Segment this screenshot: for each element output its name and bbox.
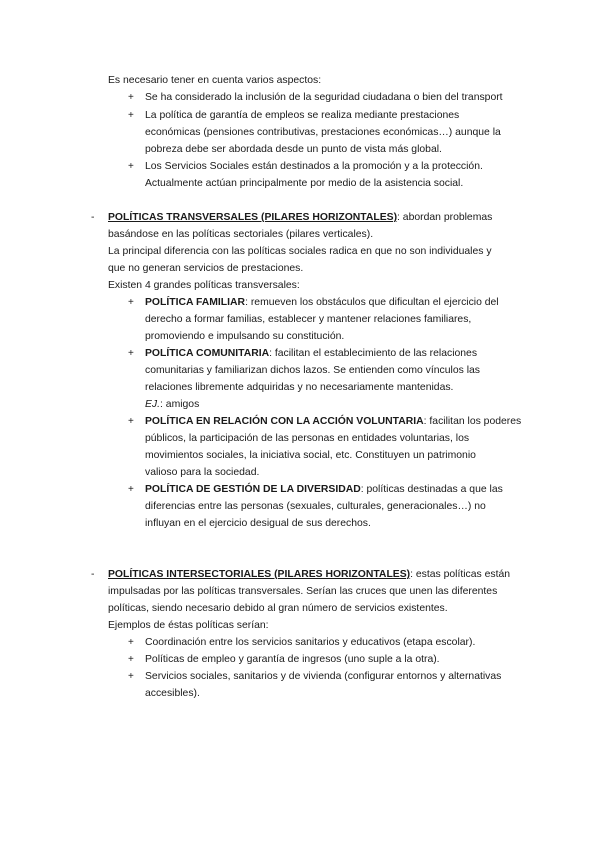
intro-item-3-line-1: Los Servicios Sociales están destinados a la promoción y a la protección. bbox=[145, 161, 483, 172]
section2-heading bbox=[108, 566, 510, 583]
familiar-line-3: promoviendo e impulsando su constitución. bbox=[145, 331, 345, 342]
comunitaria-line-3: relaciones libremente adquiridas y no necesariamente mantenidas. bbox=[145, 382, 454, 393]
section2-item-1: Coordinación entre los servicios sanitarios y educativos (etapa escolar). bbox=[145, 637, 476, 648]
section2-line-3: Ejemplos de éstas políticas serían: bbox=[108, 620, 269, 631]
section1-heading bbox=[108, 209, 492, 226]
section2-line-2: políticas, siendo necesario debido al gran número de servicios existentes. bbox=[108, 603, 448, 614]
intro-item-2-line-1: La política de garantía de empleos se realiza mediante prestaciones bbox=[145, 110, 460, 121]
intro-item-2-line-2: económicas (pensiones contributivas, prestaciones económicas…) aunque la bbox=[145, 127, 501, 138]
dash-icon: - bbox=[91, 569, 95, 580]
dash-icon: - bbox=[91, 212, 95, 223]
diversidad-line-3: influyan en el ejercicio desigual de sus derechos. bbox=[145, 518, 371, 529]
section1-heading-rest: : abordan problemas bbox=[397, 212, 493, 223]
voluntaria-line-2: públicos, la participación de las personas en entidades voluntarias, los bbox=[145, 433, 470, 444]
voluntaria-line-1 bbox=[145, 413, 521, 430]
intro-item-2-line-3: pobreza debe ser abordada desde un punto de vista más global. bbox=[145, 144, 442, 155]
bullet-icon: + bbox=[128, 110, 134, 121]
comunitaria-example bbox=[145, 396, 199, 413]
section2-item-3-line-2: accesibles). bbox=[145, 688, 200, 699]
familiar-title: POLÍTICA FAMILIAR bbox=[145, 297, 246, 308]
section1-heading-title: POLÍTICAS TRANSVERSALES (PILARES HORIZONTALES) bbox=[108, 212, 398, 223]
bullet-icon: + bbox=[128, 671, 134, 682]
bullet-icon: + bbox=[128, 654, 134, 665]
comunitaria-text: : facilitan el establecimiento de las relaciones bbox=[269, 348, 478, 359]
section1-line-1: basándose en las políticas sectoriales (pilares verticales). bbox=[108, 229, 374, 240]
voluntaria-line-3: movimientos sociales, la iniciativa social, etc. Constituyen un patrimonio bbox=[145, 450, 476, 461]
bullet-icon: + bbox=[128, 637, 134, 648]
section2-heading-title: POLÍTICAS INTERSECTORIALES (PILARES HORIZONTALES) bbox=[108, 569, 411, 580]
bullet-icon: + bbox=[128, 484, 134, 495]
intro-item-3-line-2: Actualmente actúan principalmente por medio de la asistencia social. bbox=[145, 178, 464, 189]
section2-line-1: impulsadas por las políticas transversales. Serían las cruces que unen las diferentes bbox=[108, 586, 498, 597]
comunitaria-title: POLÍTICA COMUNITARIA bbox=[145, 348, 270, 359]
section2-item-3-line-1: Servicios sociales, sanitarios y de vivienda (configurar entornos y alternativas bbox=[145, 671, 502, 682]
voluntaria-title: POLÍTICA EN RELACIÓN CON LA ACCIÓN VOLUNTARIA bbox=[145, 416, 424, 427]
section2-heading-rest: : estas políticas están bbox=[410, 569, 511, 580]
comunitaria-line-1 bbox=[145, 345, 477, 362]
bullet-icon: + bbox=[128, 161, 134, 172]
bullet-icon: + bbox=[128, 297, 134, 308]
example-text: : amigos bbox=[160, 399, 200, 410]
familiar-line-2: derecho a formar familias, establecer y mantener relaciones familiares, bbox=[145, 314, 472, 325]
familiar-line-1 bbox=[145, 294, 499, 311]
comunitaria-line-2: comunitarias y familiarizan dichos lazos. Se entienden como vínculos las bbox=[145, 365, 480, 376]
diversidad-line-2: diferencias entre las personas (sexuales, culturales, generacionales…) no bbox=[145, 501, 486, 512]
familiar-text: : remueven los obstáculos que dificultan el ejercicio del bbox=[245, 297, 499, 308]
intro-item-1-line-1: Se ha considerado la inclusión de la seguridad ciudadana o bien del transport bbox=[145, 92, 503, 103]
diversidad-title: POLÍTICA DE GESTIÓN DE LA DIVERSIDAD bbox=[145, 484, 361, 495]
diversidad-text: : políticas destinadas a que las bbox=[360, 484, 503, 495]
bullet-icon: + bbox=[128, 348, 134, 359]
intro-lead: Es necesario tener en cuenta varios aspectos: bbox=[108, 75, 322, 86]
section1-line-4: Existen 4 grandes políticas transversales: bbox=[108, 280, 300, 291]
bullet-icon: + bbox=[128, 416, 134, 427]
voluntaria-line-4: valioso para la sociedad. bbox=[145, 467, 260, 478]
bullet-icon: + bbox=[128, 92, 134, 103]
example-label: EJ. bbox=[145, 399, 161, 410]
voluntaria-text: : facilitan los poderes bbox=[423, 416, 522, 427]
section1-line-3: que no generan servicios de prestaciones. bbox=[108, 263, 304, 274]
section1-line-2: La principal diferencia con las políticas sociales radica en que no son individuales y bbox=[108, 246, 492, 257]
section2-item-2: Políticas de empleo y garantía de ingresos (uno suple a la otra). bbox=[145, 654, 440, 665]
diversidad-line-1 bbox=[145, 481, 503, 498]
